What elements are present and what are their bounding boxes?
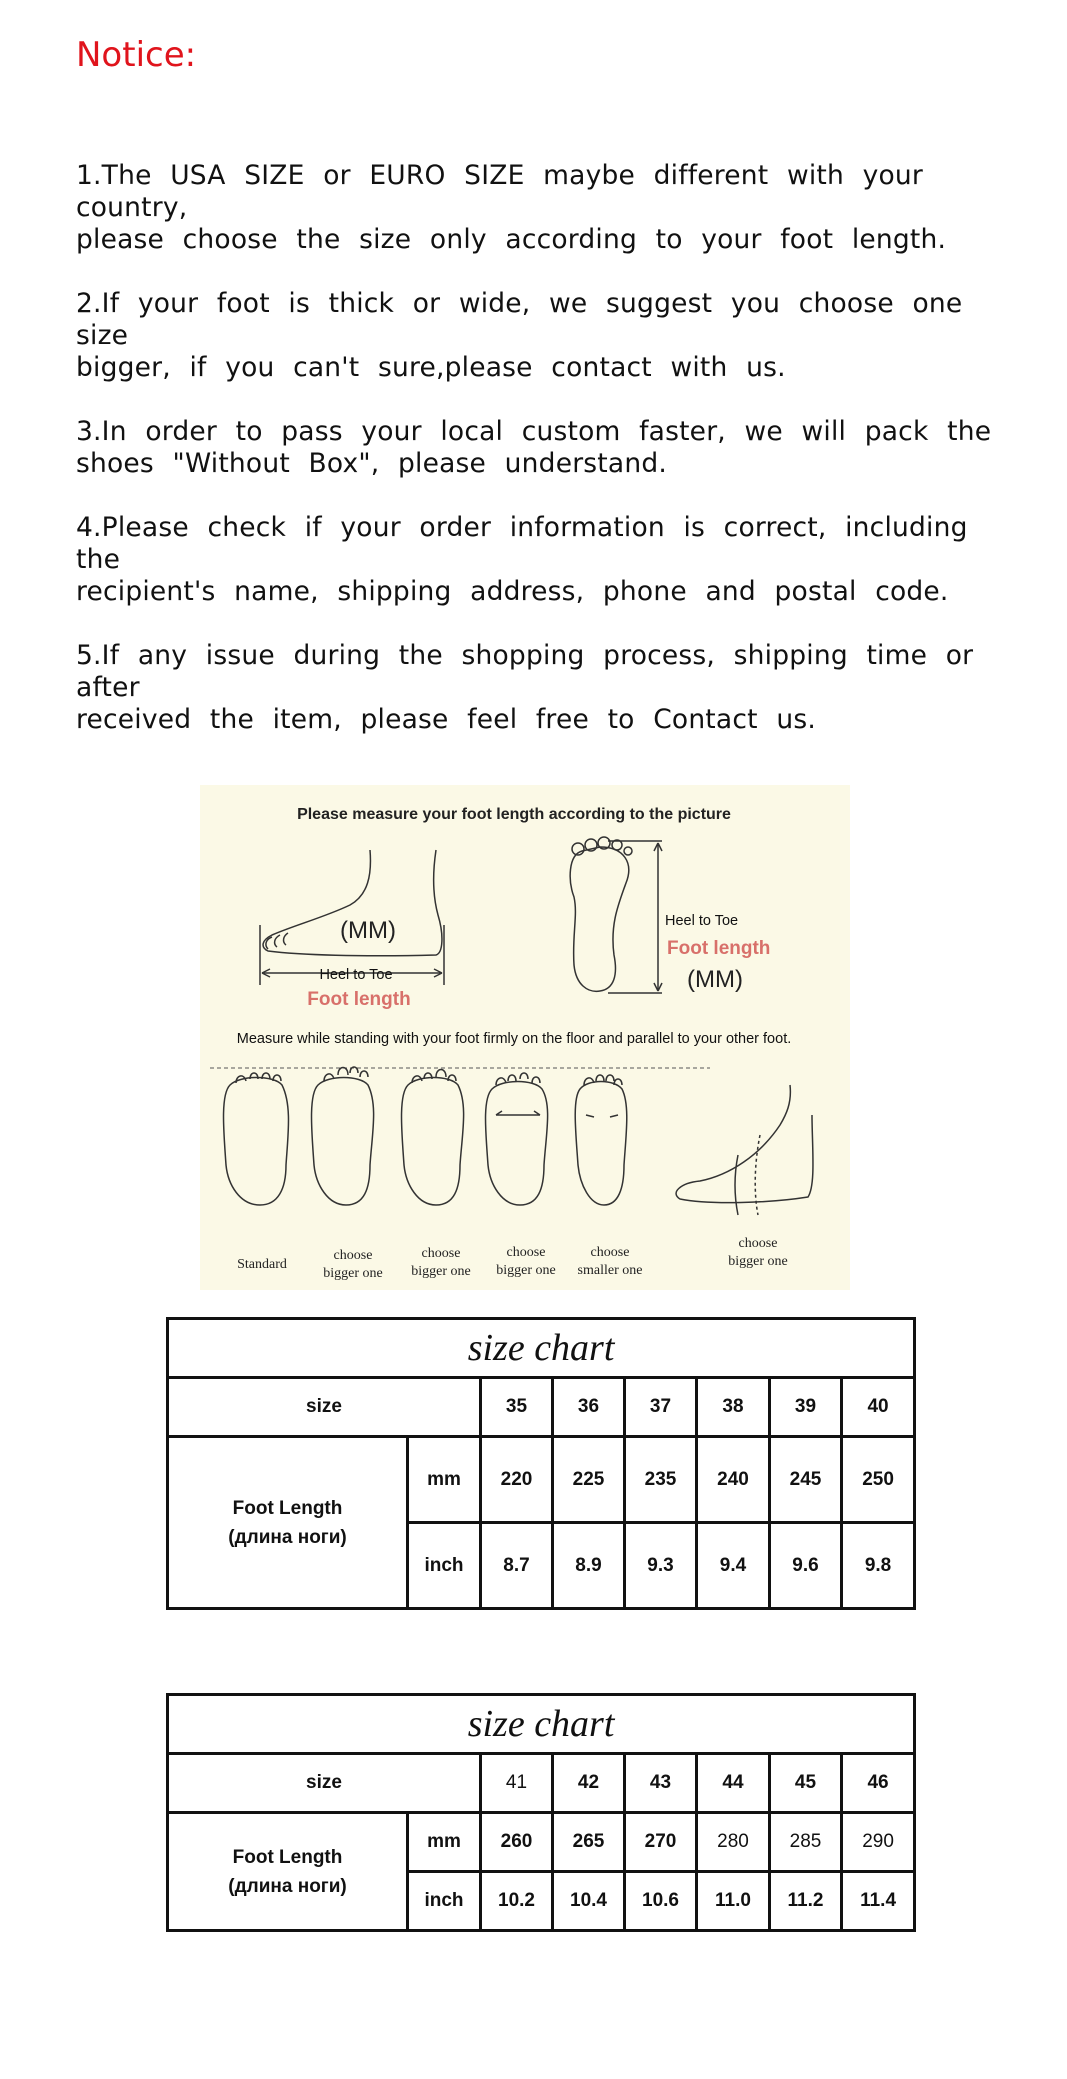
size-cell: 41 <box>481 1754 553 1813</box>
side-foot-length-label: Foot length <box>307 989 411 1010</box>
mm-cell: 240 <box>697 1437 770 1523</box>
size-chart-caption: size chart <box>168 1319 915 1378</box>
inch-cell: 11.2 <box>770 1872 842 1931</box>
foot-length-label-ru: (длина ноги) <box>228 1875 347 1897</box>
foot-type-label: smaller one <box>577 1263 643 1278</box>
foot-type-label: choose <box>421 1246 461 1261</box>
inch-cell: 11.4 <box>842 1872 915 1931</box>
mm-cell: 290 <box>842 1813 915 1872</box>
notice-item: 1.The USA SIZE or EURO SIZE maybe different with your country, please choose the size only according to your foot length. <box>76 160 947 255</box>
mm-cell: 245 <box>770 1437 842 1523</box>
inch-label: inch <box>408 1872 481 1931</box>
notice-item: 5.If any issue during the shopping process, shipping time or after received the item, please feel free to Contact us. <box>76 640 974 735</box>
notice-list <box>76 160 1020 768</box>
inch-label: inch <box>408 1523 481 1609</box>
notice-title: Notice: <box>76 35 197 75</box>
size-chart-table <box>166 1693 916 1932</box>
size-cell: 35 <box>481 1378 553 1437</box>
foot-length-label <box>168 1437 408 1609</box>
mm-label: mm <box>408 1813 481 1872</box>
foot-shape-icon <box>224 1073 289 1205</box>
size-cell: 40 <box>842 1378 915 1437</box>
illustration-heading: Please measure your foot length according to the picture <box>297 806 731 823</box>
inch-cell: 9.4 <box>697 1523 770 1609</box>
sole-measure-label: Heel to Toe <box>665 913 739 929</box>
size-cell: 36 <box>553 1378 625 1437</box>
inch-cell: 10.6 <box>625 1872 697 1931</box>
sole-unit-label: (MM) <box>687 966 743 993</box>
size-cell: 45 <box>770 1754 842 1813</box>
foot-measure-diagram <box>200 785 850 1290</box>
inch-cell: 8.7 <box>481 1523 553 1609</box>
mm-cell: 235 <box>625 1437 697 1523</box>
inch-cell: 9.8 <box>842 1523 915 1609</box>
inch-cell: 8.9 <box>553 1523 625 1609</box>
notice-item: 3.In order to pass your local custom faster, we will pack the shoes "Without Box", please understand. <box>76 416 992 479</box>
mm-cell: 270 <box>625 1813 697 1872</box>
mm-label: mm <box>408 1437 481 1523</box>
size-label: size <box>168 1378 481 1437</box>
foot-type-label: choose <box>333 1248 373 1263</box>
size-cell: 43 <box>625 1754 697 1813</box>
foot-shape-icon <box>312 1067 374 1205</box>
sole-foot-icon <box>570 837 662 993</box>
foot-type-label: bigger one <box>728 1254 788 1269</box>
foot-shape-icon <box>575 1075 627 1205</box>
size-chart-table <box>166 1317 916 1610</box>
foot-length-label-en: Foot Length <box>232 1497 343 1519</box>
size-chart-caption: size chart <box>168 1695 915 1754</box>
foot-type-label: choose <box>738 1236 778 1251</box>
inch-cell: 9.6 <box>770 1523 842 1609</box>
size-cell: 44 <box>697 1754 770 1813</box>
sole-foot-length-label: Foot length <box>667 938 771 959</box>
foot-type-label: choose <box>590 1245 630 1260</box>
mm-cell: 250 <box>842 1437 915 1523</box>
side-measure-label: Heel to Toe <box>319 967 393 983</box>
foot-length-label <box>168 1813 408 1931</box>
mm-cell: 220 <box>481 1437 553 1523</box>
foot-type-label: bigger one <box>411 1264 471 1279</box>
foot-length-label-en: Foot Length <box>232 1846 343 1868</box>
inch-cell: 9.3 <box>625 1523 697 1609</box>
mm-cell: 285 <box>770 1813 842 1872</box>
foot-shape-icon <box>486 1073 548 1205</box>
foot-type-label: Standard <box>237 1257 287 1272</box>
mm-cell: 280 <box>697 1813 770 1872</box>
foot-length-label-ru: (длина ноги) <box>228 1526 347 1548</box>
foot-measure-illustration <box>200 785 850 1290</box>
inch-cell: 11.0 <box>697 1872 770 1931</box>
size-label: size <box>168 1754 481 1813</box>
size-cell: 46 <box>842 1754 915 1813</box>
inch-cell: 10.4 <box>553 1872 625 1931</box>
measure-instruction: Measure while standing with your foot firmly on the floor and parallel to your other foot. <box>236 1031 792 1047</box>
size-cell: 39 <box>770 1378 842 1437</box>
mm-cell: 265 <box>553 1813 625 1872</box>
side-unit-label: (MM) <box>340 917 396 944</box>
size-cell: 37 <box>625 1378 697 1437</box>
foot-type-label: choose <box>506 1245 546 1260</box>
foot-type-label: bigger one <box>323 1266 383 1281</box>
mm-cell: 225 <box>553 1437 625 1523</box>
mm-cell: 260 <box>481 1813 553 1872</box>
notice-item: 4.Please check if your order information is correct, including the recipient's name, shipping address, phone and postal code. <box>76 512 968 607</box>
size-cell: 38 <box>697 1378 770 1437</box>
notice-item: 2.If your foot is thick or wide, we suggest you choose one size bigger, if you can't sure,please contact with us. <box>76 288 963 383</box>
foot-shape-icon <box>402 1070 464 1206</box>
inch-cell: 10.2 <box>481 1872 553 1931</box>
size-cell: 42 <box>553 1754 625 1813</box>
foot-type-label: bigger one <box>496 1263 556 1278</box>
foot-side-shape-icon <box>676 1085 813 1215</box>
